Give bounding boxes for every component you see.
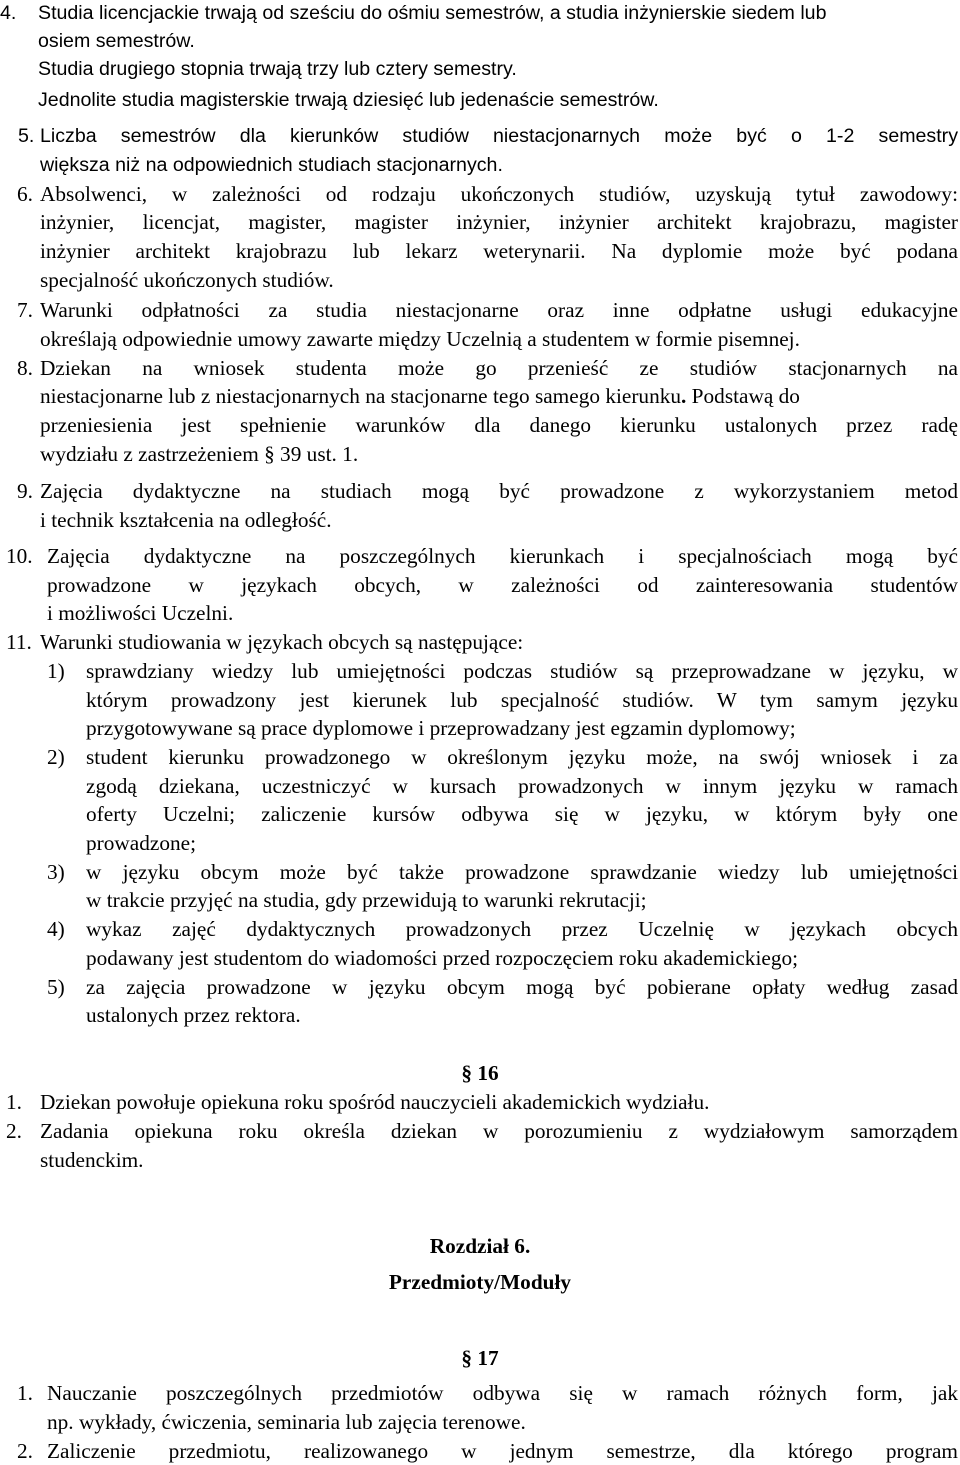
paragraph-line: osiem semestrów.	[38, 30, 195, 52]
list-item-8	[0, 354, 960, 382]
paragraph-line: Zadania opiekuna roku określa dziekan w porozumieniu z wydziałowym samorządem	[40, 1119, 958, 1143]
paragraph-line: i technik kształcenia na odległość.	[40, 508, 332, 532]
sub-item-2	[0, 743, 960, 771]
paragraph-line: i możliwości Uczelni.	[47, 601, 234, 625]
paragraph-line: Zajęcia dydaktyczne na studiach mogą być prowadzone z wykorzystaniem metod	[40, 479, 958, 503]
item-number: 2.	[6, 1119, 22, 1143]
paragraph-line: przygotowywane są prace dyplomowe i przeprowadzany jest egzamin dyplomowy;	[86, 716, 796, 740]
sub-item-1	[0, 657, 960, 685]
paragraph-line: specjalność ukończonych studiów.	[40, 268, 334, 292]
section-heading-16: § 16	[461, 1061, 499, 1085]
sub-item-5	[0, 973, 960, 1001]
paragraph-line: Warunki odpłatności za studia niestacjonarne oraz inne odpłatne usługi edukacyjne	[40, 298, 958, 322]
sub-item-number: 4)	[47, 917, 65, 941]
sub-item-number: 5)	[47, 975, 65, 999]
sub-item-number: 3)	[47, 860, 65, 884]
paragraph-line: ustalonych przez rektora.	[86, 1003, 301, 1027]
paragraph-line: prowadzone;	[86, 831, 196, 855]
paragraph-line: przeniesienia jest spełnienie warunków dla danego kierunku ustalonych przez radę	[40, 413, 958, 437]
sub-item-4	[0, 915, 960, 943]
paragraph-line: Warunki studiowania w językach obcych są następujące:	[40, 630, 524, 654]
section-heading-17: § 17	[461, 1346, 499, 1370]
paragraph-line: Nauczanie poszczególnych przedmiotów odbywa się w ramach różnych form, jak	[47, 1381, 958, 1405]
item-number: 9.	[17, 479, 33, 503]
paragraph-line: zgodą dziekana, uczestniczyć w kursach prowadzonych w innym języku w ramach	[86, 774, 958, 798]
paragraph-line: Studia licencjackie trwają od sześciu do ośmiu semestrów, a studia inżynierskie siedem lub	[38, 2, 827, 24]
list-item	[0, 1379, 960, 1407]
list-item-7	[0, 296, 960, 324]
list-item-10	[0, 542, 960, 570]
list-item	[0, 1437, 960, 1465]
paragraph-line: Dziekan powołuje opiekuna roku spośród nauczycieli akademickich wydziału.	[40, 1090, 710, 1114]
paragraph-line: wykaz zajęć dydaktycznych prowadzonych przez Uczelnię w językach obcych	[86, 917, 958, 941]
paragraph-line: niestacjonarne lub z niestacjonarnych na stacjonarne tego samego kierunku. Podstawą do	[40, 384, 800, 408]
paragraph-line: w trakcie przyjęć na studia, gdy przewidują to warunki rekrutacji;	[86, 888, 647, 912]
paragraph-line: Liczba semestrów dla kierunków studiów niestacjonarnych może być o 1-2 semestry	[40, 125, 958, 147]
list-item-5	[0, 122, 960, 150]
paragraph-line: np. wykłady, ćwiczenia, seminaria lub zajęcia terenowe.	[47, 1410, 526, 1434]
paragraph-line: Studia drugiego stopnia trwają trzy lub cztery semestry.	[38, 58, 517, 80]
paragraph-line: Zajęcia dydaktyczne na poszczególnych kierunkach i specjalnościach mogą być	[47, 544, 958, 568]
list-item-11	[0, 628, 960, 656]
item-number: 4.	[0, 2, 17, 24]
sub-item-3	[0, 858, 960, 886]
paragraph-line: w języku obcym może być także prowadzone sprawdzanie wiedzy lub umiejętności	[86, 860, 958, 884]
paragraph-line: Jednolite studia magisterskie trwają dziesięć lub jedenaście semestrów.	[38, 89, 659, 111]
paragraph-line: wydziału z zastrzeżeniem § 39 ust. 1.	[40, 442, 359, 466]
sub-item-number: 1)	[47, 659, 65, 683]
paragraph-line: prowadzone w językach obcych, w zależności od zainteresowania studentów	[47, 573, 958, 597]
paragraph-line: określają odpowiednie umowy zawarte między Uczelnią a studentem w formie pisemnej.	[40, 327, 800, 351]
paragraph-line: inżynier architekt krajobrazu lub lekarz weterynarii. Na dyplomie może być podana	[40, 239, 958, 263]
paragraph-line: Absolwenci, w zależności od rodzaju ukończonych studiów, uzyskują tytuł zawodowy:	[40, 182, 958, 206]
paragraph-line: Dziekan na wniosek studenta może go przenieść ze studiów stacjonarnych na	[40, 356, 958, 380]
item-number: 11.	[6, 630, 32, 654]
paragraph-line: Zaliczenie przedmiotu, realizowanego w jednym semestrze, dla którego program	[47, 1439, 958, 1463]
list-item	[0, 1088, 960, 1116]
paragraph-line: za zajęcia prowadzone w języku obcym mogą być pobierane opłaty według zasad	[86, 975, 958, 999]
list-item-4	[0, 0, 960, 27]
list-item	[0, 1117, 960, 1145]
item-number: 8.	[17, 356, 33, 380]
chapter-label: Rozdział 6.	[429, 1234, 531, 1258]
item-number: 7.	[17, 298, 33, 322]
list-item-6	[0, 180, 960, 208]
paragraph-line: inżynier, licencjat, magister, magister inżynier, inżynier architekt krajobrazu, magister	[40, 210, 958, 234]
list-item-9	[0, 477, 960, 505]
paragraph-line: studenckim.	[40, 1148, 144, 1172]
item-number: 5.	[18, 125, 35, 147]
item-number: 2.	[17, 1439, 33, 1463]
item-number: 1.	[6, 1090, 22, 1114]
paragraph-line: większa niż na odpowiednich studiach stacjonarnych.	[40, 154, 503, 176]
item-number: 10.	[6, 544, 33, 568]
paragraph-line: student kierunku prowadzonego w określonym języku może, na swój wniosek i za	[86, 745, 958, 769]
paragraph-line: oferty Uczelni; zaliczenie kursów odbywa się w języku, w którym były one	[86, 802, 958, 826]
chapter-title: Przedmioty/Moduły	[388, 1270, 572, 1294]
paragraph-line: sprawdziany wiedzy lub umiejętności podczas studiów są przeprowadzane w języku, w	[86, 659, 958, 683]
item-number: 6.	[17, 182, 33, 206]
paragraph-line: którym prowadzony jest kierunek lub specjalność studiów. W tym samym języku	[86, 688, 958, 712]
paragraph-line: podawany jest studentom do wiadomości przed rozpoczęciem roku akademickiego;	[86, 946, 799, 970]
sub-item-number: 2)	[47, 745, 65, 769]
item-number: 1.	[17, 1381, 33, 1405]
